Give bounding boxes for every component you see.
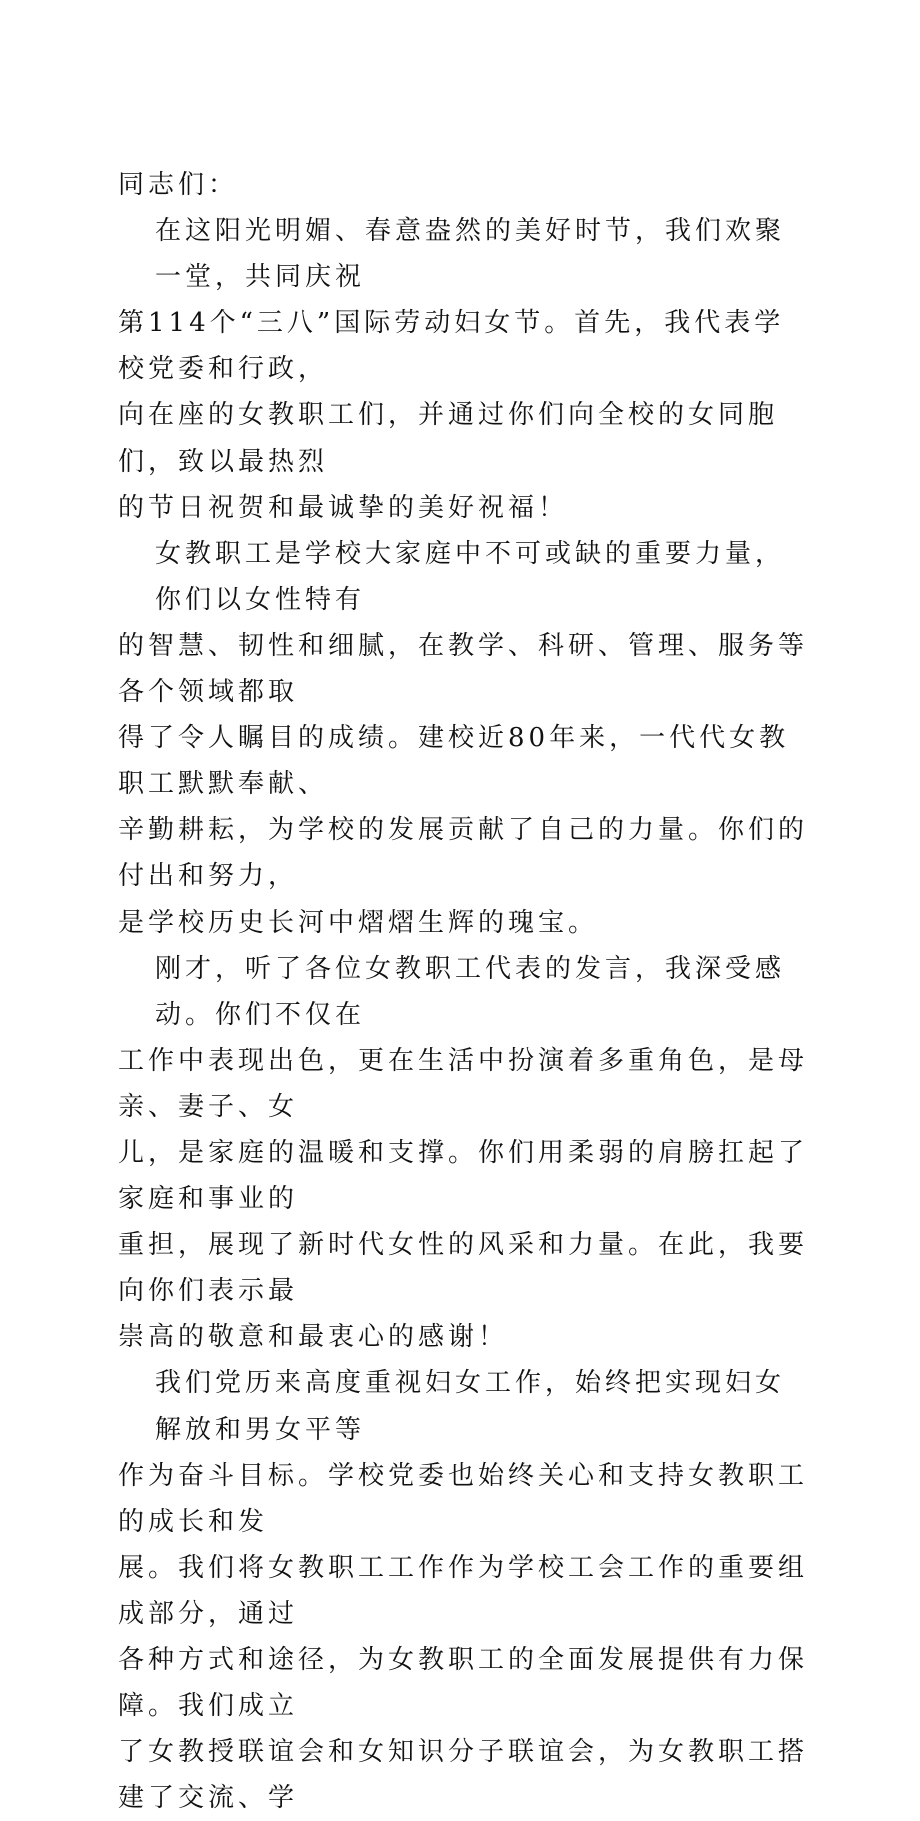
- text-line: 各种方式和途径，为女教职工的全面发展提供有力保障。我们成立: [118, 1645, 809, 1722]
- document-page: [118, 162, 808, 1821]
- text-line: 儿，是家庭的温暖和支撑。你们用柔弱的肩膀扛起了家庭和事业的: [118, 1137, 809, 1215]
- text-line: 的节日祝贺和最诚挚的美好祝福！: [118, 492, 569, 523]
- paragraph: [118, 1360, 808, 1821]
- text-line: 的智慧、韧性和细腻，在教学、科研、管理、服务等各个领域都取: [118, 630, 809, 708]
- text-line: 重担，展现了新时代女性的风采和力量。在此，我要向你们表示最: [118, 1230, 809, 1307]
- text-line: 了女教授联谊会和女知识分子联谊会，为女教职工搭建了交流、学: [118, 1737, 809, 1814]
- salutation: 同志们：: [118, 170, 239, 200]
- paragraph: [118, 208, 808, 531]
- text-line: 刚才，听了各位女教职工代表的发言，我深受感动。你们不仅在: [155, 953, 786, 1030]
- text-line: 是学校历史长河中熠熠生辉的瑰宝。: [118, 907, 599, 938]
- text-line: 展。我们将女教职工工作作为学校工会工作的重要组成部分，通过: [118, 1552, 809, 1629]
- text-line: 向在座的女教职工们，并通过你们向全校的女同胞们，致以最热烈: [118, 400, 779, 477]
- text-line: 作为奋斗目标。学校党委也始终关心和支持女教职工的成长和发: [118, 1460, 809, 1537]
- text-line: 第114个“三八”国际劳动妇女节。首先，我代表学校党委和行政，: [118, 308, 785, 385]
- text-line: 在这阳光明媚、春意盎然的美好时节，我们欢聚一堂，共同庆祝: [155, 216, 786, 293]
- text-line: 我们党历来高度重视妇女工作，始终把实现妇女解放和男女平等: [155, 1368, 786, 1445]
- text-line: 辛勤耕耘，为学校的发展贡献了自己的力量。你们的付出和努力，: [118, 815, 809, 892]
- text-line: 得了令人瞩目的成绩。建校近80年来，一代代女教职工默默奉献、: [118, 723, 790, 800]
- document-body: [118, 208, 808, 1821]
- text-line: 女教职工是学校大家庭中不可或缺的重要力量，你们以女性特有: [155, 538, 786, 615]
- paragraph: [118, 946, 808, 1361]
- paragraph: [118, 531, 808, 946]
- text-line: 工作中表现出色，更在生活中扮演着多重角色，是母亲、妻子、女: [118, 1045, 809, 1122]
- text-line: 崇高的敬意和最衷心的感谢！: [118, 1322, 509, 1353]
